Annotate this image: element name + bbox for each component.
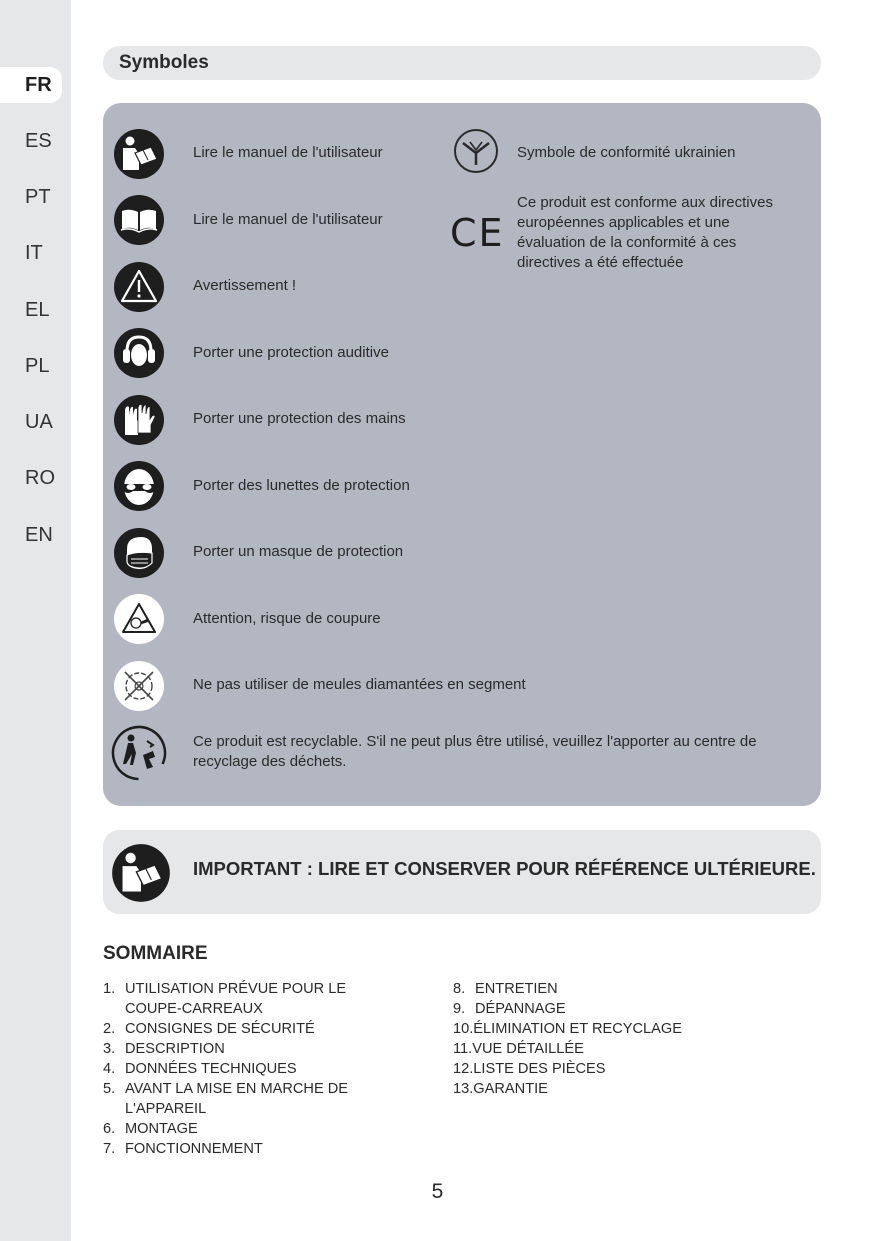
toc-item-number: 2. [103,1021,116,1037]
lang-tab-fr[interactable]: FR [0,67,62,103]
toc-item-text: ÉLIMINATION ET RECYCLAGE [473,1021,682,1037]
toc-item[interactable] [453,1059,753,1079]
toc-item-text: MONTAGE [125,1121,198,1137]
cut-risk-icon [113,593,165,645]
toc-item[interactable] [103,1139,403,1159]
toc-item-text: ENTRETIEN [475,981,558,997]
ce-description [517,193,807,273]
lang-tab-ua[interactable]: UA [25,411,53,433]
toc-left-column [103,979,403,1159]
section-title: Symboles [119,52,209,73]
toc-item-number: 3. [103,1041,116,1057]
toc-item[interactable] [103,1059,403,1079]
toc-item-number: 4. [103,1061,116,1077]
read-manual-icon [111,843,171,903]
recycle-icon [111,725,167,781]
toc-item-text: DONNÉES TECHNIQUES [125,1061,297,1077]
toc-item-number: 8. [453,981,466,997]
read-manual-icon [113,128,165,180]
symbol-label: Porter une protection des mains [193,410,406,427]
toc-item-number: 13. [453,1081,474,1097]
toc-title: SOMMAIRE [103,943,208,964]
symbols-panel [103,103,821,806]
toc-item-text: VUE DÉTAILLÉE [472,1041,584,1057]
toc-item-text: GARANTIE [473,1081,548,1097]
toc-item-number: 6. [103,1121,116,1137]
lang-tab-pt[interactable]: PT [25,186,51,208]
ukraine-conformity-icon [453,128,499,174]
toc-item-number: 12. [453,1061,474,1077]
toc-item-number: 11. [453,1041,473,1057]
symbol-label: Avertissement ! [193,277,297,294]
lang-tab-el[interactable]: EL [25,299,50,321]
ce-description-line: directives a été effectuée [517,254,684,271]
toc-item-number: 1. [103,981,116,997]
toc-item[interactable] [103,1019,403,1039]
toc-item-text: DÉPANNAGE [475,1001,566,1017]
toc-right-column [453,979,753,1099]
toc-item-text: CONSIGNES DE SÉCURITÉ [125,1021,315,1037]
toc-item-text: LISTE DES PIÈCES [473,1061,606,1077]
warning-icon [113,261,165,313]
symbol-label: Symbole de conformité ukrainien [517,144,736,161]
important-text: IMPORTANT : LIRE ET CONSERVER POUR RÉFÉRENCE ULTÉRIEURE. [193,858,816,879]
gloves-icon [113,394,165,446]
lang-tab-ro[interactable]: RO [25,467,55,489]
book-icon [113,194,165,246]
goggles-icon [113,460,165,512]
toc-item[interactable] [103,979,403,1019]
toc-item-number: 5. [103,1081,116,1097]
symbol-label: Attention, risque de coupure [193,610,381,627]
symbol-label-line: Ce produit est recyclable. S'il ne peut plus être utilisé, veuillez l'apporter au centre de [193,733,757,750]
toc-item-number: 7. [103,1141,116,1157]
toc-item-text: FONCTIONNEMENT [125,1141,263,1157]
toc-item-number: 9. [453,1001,466,1017]
toc-item[interactable] [103,1039,403,1059]
toc-item[interactable] [453,1079,753,1099]
ear-protection-icon [113,327,165,379]
ce-description-line: évaluation de la conformité à ces [517,234,737,251]
language-sidebar [0,0,71,1241]
symbol-label: Ne pas utiliser de meules diamantées en segment [193,676,526,693]
section-header [103,46,821,80]
symbol-label: Porter une protection auditive [193,344,389,361]
ce-description-line: européennes applicables et une [517,214,730,231]
symbol-label: Porter des lunettes de protection [193,477,410,494]
toc-item[interactable] [453,979,753,999]
ce-description-line: Ce produit est conforme aux directives [517,194,773,211]
lang-tab-pl[interactable]: PL [25,355,50,377]
toc-item-text: DESCRIPTION [125,1041,225,1057]
toc-item[interactable] [453,999,753,1019]
page-number: 5 [431,1180,444,1203]
symbol-label-line: recyclage des déchets. [193,753,347,770]
toc-item-text: UTILISATION PRÉVUE POUR LE COUPE-CARREAUX [125,981,347,1017]
toc-item[interactable] [453,1039,753,1059]
symbol-label: Lire le manuel de l'utilisateur [193,211,383,228]
symbol-label: Lire le manuel de l'utilisateur [193,144,383,161]
ce-mark-icon: CE [450,211,505,255]
toc-item[interactable] [453,1019,753,1039]
toc-item-number: 10. [453,1021,474,1037]
symbol-label: Porter un masque de protection [193,543,404,560]
lang-tab-en[interactable]: EN [25,524,53,546]
important-notice [103,830,821,914]
lang-tab-it[interactable]: IT [25,242,43,264]
no-segmented-disc-icon [113,660,165,712]
mask-icon [113,527,165,579]
symbol-label-multiline [193,732,793,772]
toc-item[interactable] [103,1079,403,1119]
lang-tab-es[interactable]: ES [25,130,52,152]
toc-item[interactable] [103,1119,403,1139]
toc-item-text: AVANT LA MISE EN MARCHE DE L'APPAREIL [125,1081,349,1117]
